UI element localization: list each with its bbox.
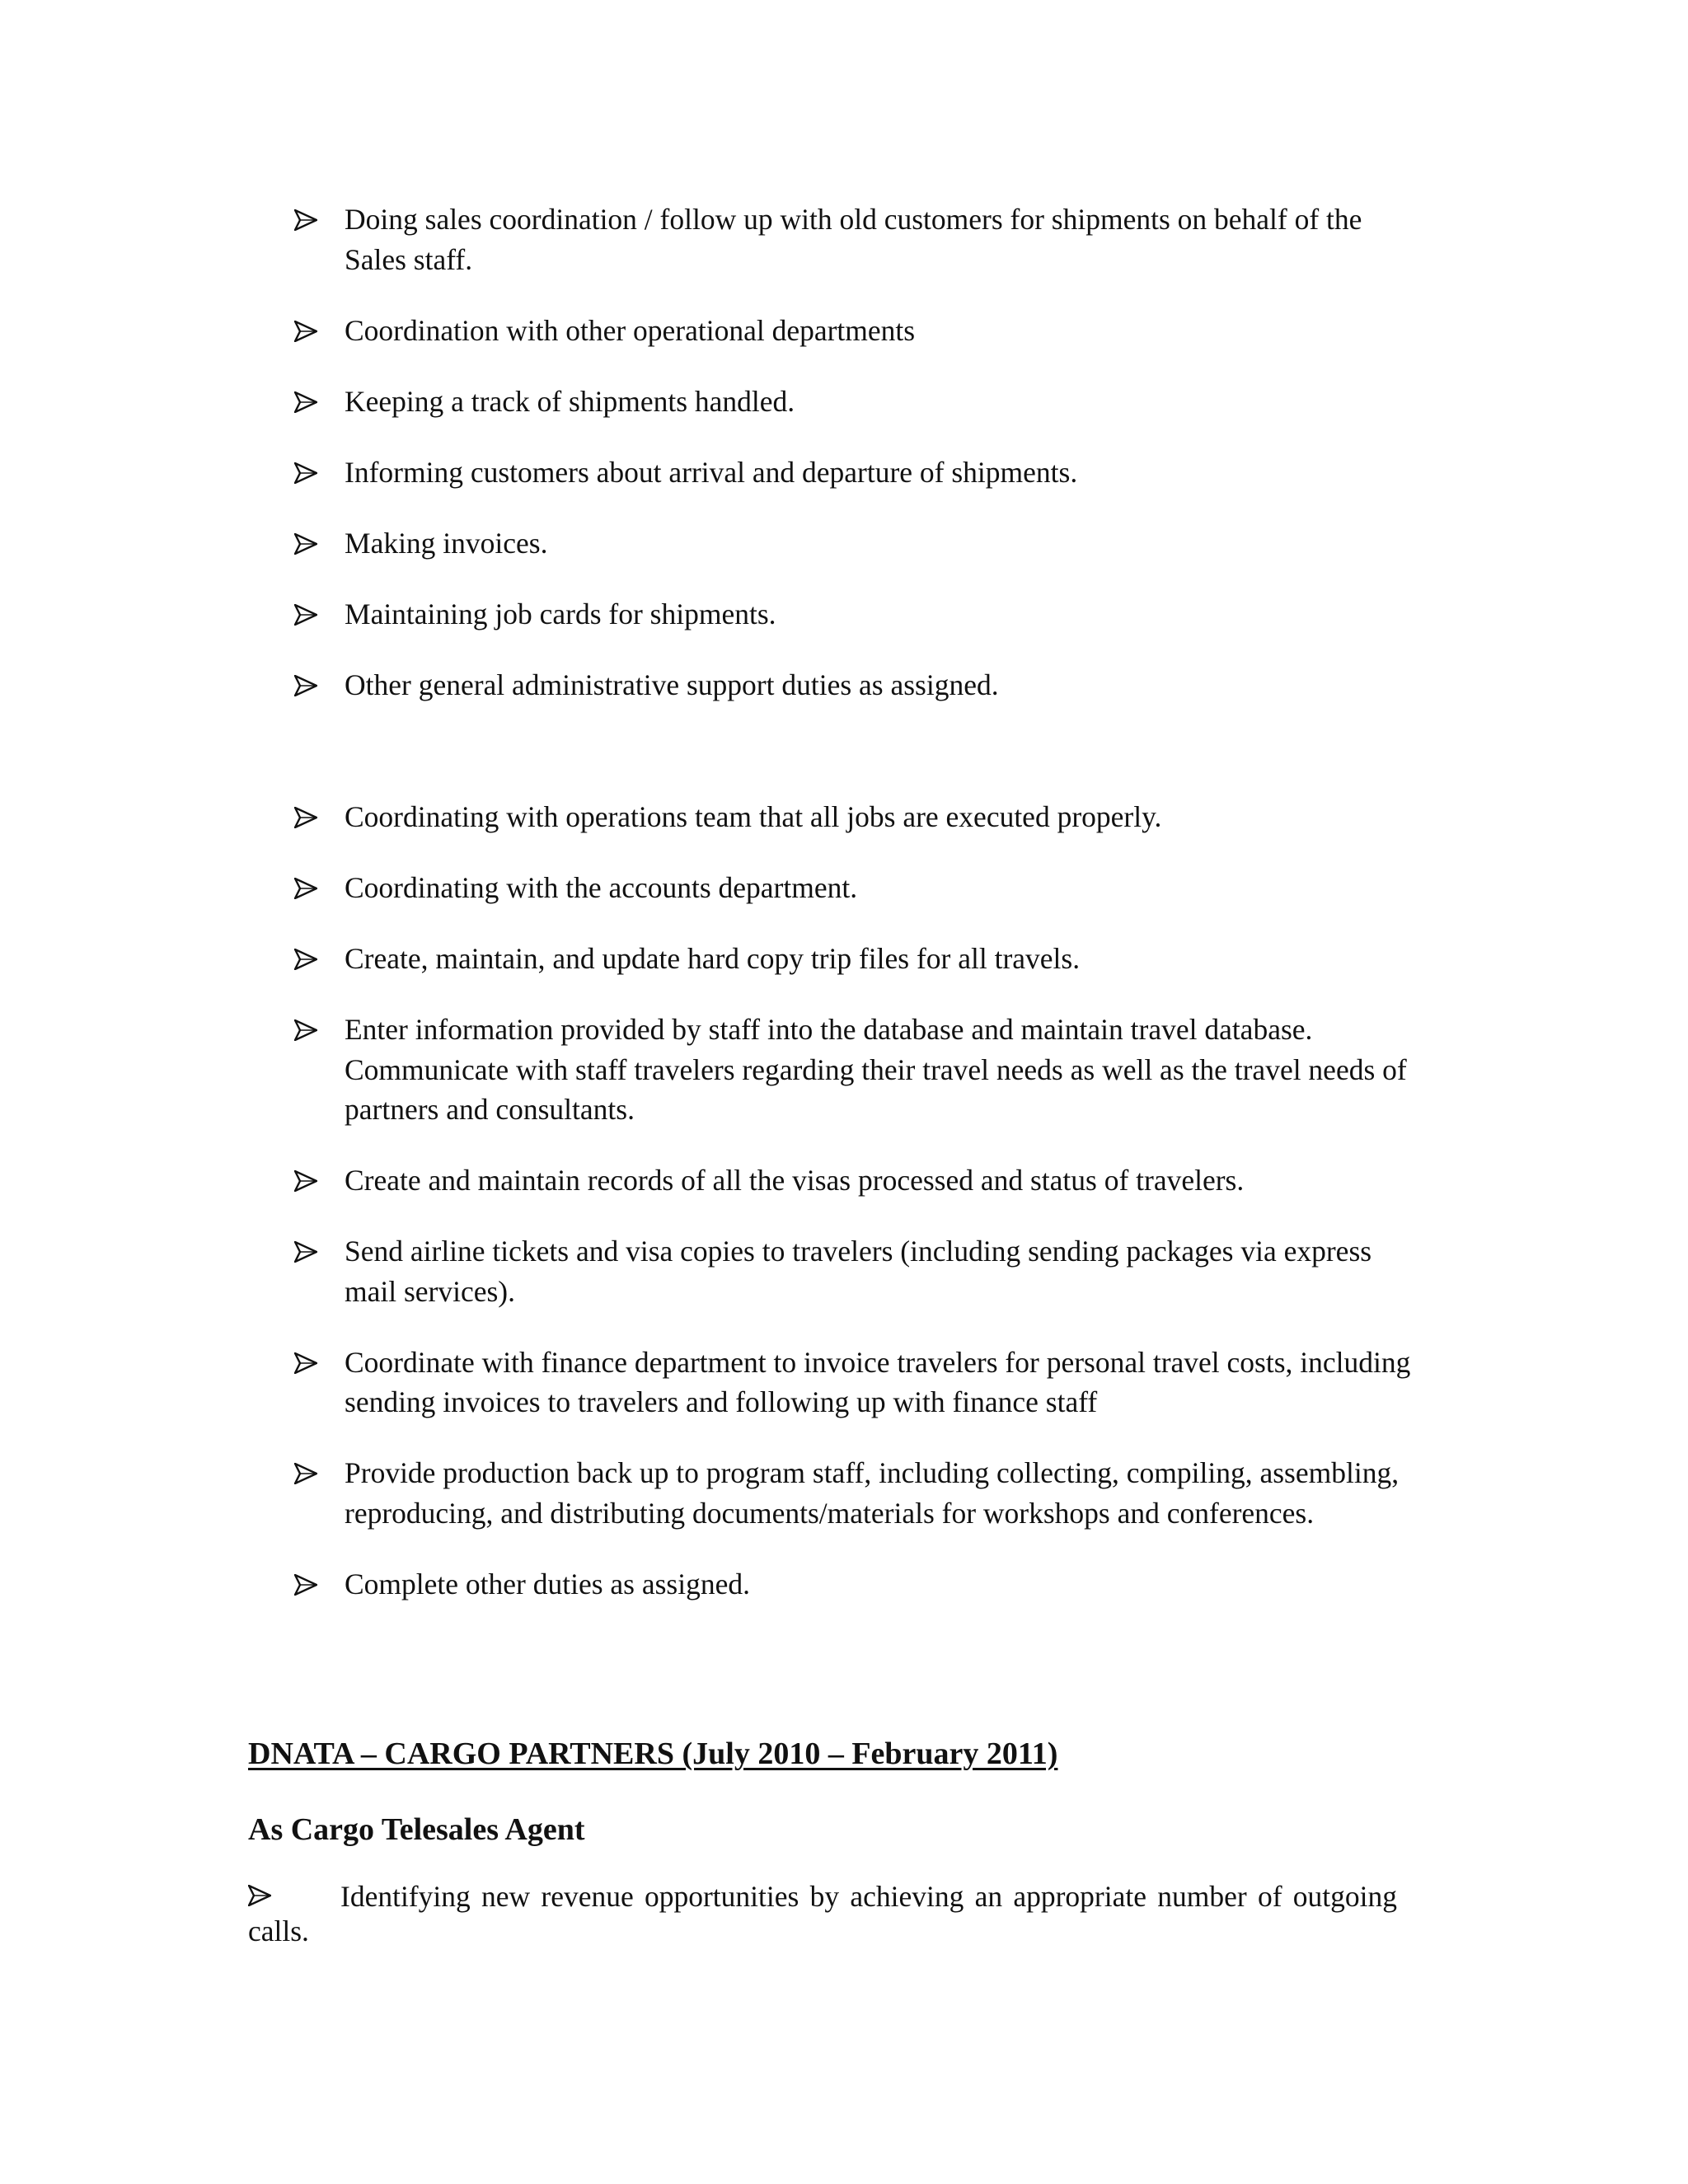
list-item-text: Create and maintain records of all the visas processed and status of travelers. [345,1164,1245,1197]
list-item-text: Send airline tickets and visa copies to travelers (including sending packages via express mail services). [345,1235,1372,1308]
list-item-text: Create, maintain, and update hard copy trip files for all travels. [345,942,1081,975]
list-item-text: Enter information provided by staff into the database and maintain travel database. Communicate with staff travelers regarding their travel needs as well as the travel needs of partners and consultants. [345,1013,1407,1126]
duties-list-1 [294,199,1415,736]
arrowhead-bullet-icon [248,1879,271,1900]
list-item [294,1160,1415,1201]
list-item [294,452,1415,493]
arrowhead-bullet-icon [294,209,317,231]
list-item [294,1453,1415,1533]
list-item [294,1010,1415,1130]
arrowhead-bullet-icon [294,675,317,696]
list-item [294,797,1415,837]
arrowhead-bullet-icon [294,604,317,626]
list-item [294,199,1415,279]
list-item-text: Making invoices. [345,526,548,560]
list-item-text: Maintaining job cards for shipments. [345,597,776,630]
arrowhead-bullet-icon [294,391,317,413]
list-item [294,594,1415,635]
arrowhead-bullet-icon [294,949,317,970]
list-item [294,523,1415,564]
list-item-text: Doing sales coordination / follow up with old customers for shipments on behalf of the Sales staff. [345,203,1362,276]
arrowhead-bullet-icon [294,1352,317,1374]
duty-paragraph-text: Identifying new revenue opportunities by achieving an appropriate number of outgoing calls. [248,1880,1397,1947]
arrowhead-bullet-icon [294,462,317,484]
arrowhead-bullet-icon [294,807,317,828]
arrowhead-bullet-icon [294,1574,317,1596]
employer-heading: DNATA – CARGO PARTNERS (July 2010 – February 2011) [248,1736,1058,1771]
list-item [294,868,1415,908]
list-item [294,1343,1415,1422]
list-item-text: Coordination with other operational departments [345,313,916,347]
list-item [294,939,1415,979]
duties-list-2 [294,797,1415,1635]
arrowhead-bullet-icon [294,1463,317,1484]
list-item [294,382,1415,422]
list-item-text: Complete other duties as assigned. [345,1567,750,1601]
list-item-text: Coordinate with finance department to invoice travelers for personal travel costs, including sending invoices to travelers and following up with finance staff [345,1345,1411,1418]
list-item [294,1231,1415,1311]
job-role-title: As Cargo Telesales Agent [248,1812,585,1847]
list-item [294,1564,1415,1605]
list-item-text: Informing customers about arrival and departure of shipments. [345,455,1078,489]
list-item-text: Other general administrative support duties as assigned. [345,668,999,701]
arrowhead-bullet-icon [294,878,317,899]
list-item [294,665,1415,705]
list-item [294,311,1415,351]
list-item-text: Coordinating with the accounts department. [345,871,858,904]
list-item-text: Keeping a track of shipments handled. [345,384,795,418]
arrowhead-bullet-icon [294,1241,317,1263]
duty-paragraph [248,1879,1397,1948]
arrowhead-bullet-icon [294,321,317,342]
arrowhead-bullet-icon [294,1170,317,1192]
arrowhead-bullet-icon [294,1019,317,1041]
list-item-text: Provide production back up to program staff, including collecting, compiling, assembling, reproducing, and distributing documents/materials for workshops and conferences. [345,1456,1400,1530]
arrowhead-bullet-icon [294,533,317,555]
list-item-text: Coordinating with operations team that all jobs are executed properly. [345,800,1162,833]
